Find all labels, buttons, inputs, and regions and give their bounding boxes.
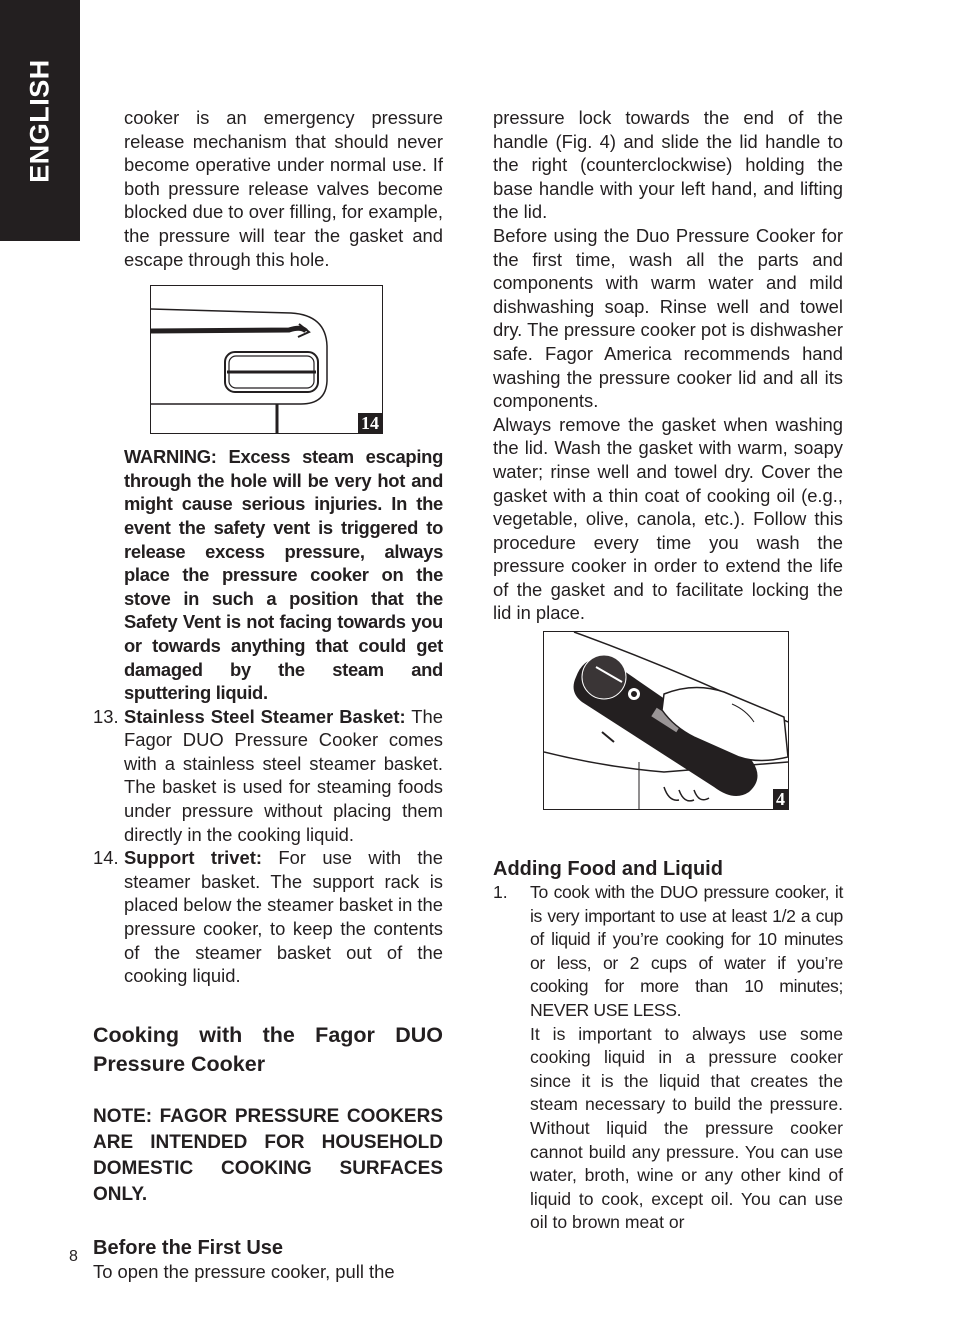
- washing-paragraph: Before using the Duo Pressure Cooker for the first time, wash all the parts and components with warm water and mild dishwashing soap. Rinse well and towel dry. The pressure cooker pot is dishwasher safe. Fagor America recommends hand washing the pressure cooker lid and all its components.: [493, 224, 843, 412]
- list-text: The Fagor DUO Pressure Cooker comes with a stainless steel steamer basket. The basket is used for steaming foods under pressure without placing them directly in the cooking liquid.: [124, 705, 443, 845]
- list-item-14: [93, 846, 443, 988]
- liquid-quantity-text: To cook with the DUO pressure cooker, it is very important to use at least 1/2 a cup of liquid if you’re cooking for 10 minutes or less, or 2 cups of water if you’re cooking for more than 10 minutes; NEVER USE LESS.: [530, 882, 843, 1021]
- first-use-paragraph: To open the pressure cooker, pull the: [93, 1260, 395, 1282]
- subheading-first-use: Before the First Use: [93, 1236, 284, 1259]
- language-tab: [0, 0, 80, 241]
- safety-vent-illustration: [151, 286, 382, 433]
- list-number: 14.: [93, 847, 119, 869]
- list-term: Stainless Steel Steamer Basket:: [124, 705, 406, 727]
- note-paragraph: NOTE: FAGOR PRESSURE COOKERS ARE INTENDED FOR HOUSEHOLD DOMESTIC COOKING SURFACES ONLY.: [93, 1105, 443, 1205]
- list-number: 13.: [93, 705, 119, 727]
- list-number: 1.: [493, 882, 508, 903]
- left-column: [93, 106, 443, 1283]
- liquid-importance-text: It is important to always use some cooking liquid in a pressure cooker since it is the liquid that creates the steam necessary to build the pressure. Without liquid the pressure cooker cannot build any pressure. You can use water, broth, wine or any other kind of liquid to cook, except oil. You can use oil to brown meat or: [530, 1023, 843, 1233]
- page-number: 8: [69, 1248, 78, 1265]
- list-item-13: [93, 705, 443, 847]
- warning-paragraph: WARNING: Excess steam escaping through the hole will be very hot and might cause serious injuries. In the event the safety vent is triggered to release excess pressure, always place the pressure cooker on the stove in such a position that the Safety Vent is not facing towards you or towards anything that could get damaged by the steam and sputtering liquid.: [124, 446, 443, 704]
- handle-lock-illustration: [544, 632, 788, 809]
- figure-14-label: 14: [358, 413, 382, 433]
- safety-vent-paragraph: cooker is an emergency pressure release mechanism that should never become operative under normal use. If both pressure release valves become blocked due to over filling, for example, the pressure will tear the gasket and escape through this hole.: [124, 107, 443, 270]
- gasket-paragraph: Always remove the gasket when washing the lid. Wash the gasket with warm, soapy water; rinse well and towel dry. Cover the gasket with a thin coat of cooking oil (e.g., vegetable, olive, canola, etc.). Follow this procedure every time you wash the pressure cooker in order to extend the life of the gasket and to facilitate locking the lid in place.: [493, 413, 843, 624]
- figure-14: [150, 285, 383, 434]
- list-term: Support trivet:: [124, 847, 262, 869]
- section-heading: Cooking with the Fagor DUO Pressure Cooker: [93, 1022, 443, 1076]
- figure-4: [543, 631, 789, 810]
- list-item-1: [493, 881, 843, 1235]
- list-text: For use with the steamer basket. The support rack is placed below the steamer basket in the pressure cooker, to keep the contents of the steamer basket out of the cooking liquid.: [124, 847, 444, 987]
- language-tab-label: ENGLISH: [24, 58, 55, 183]
- subheading-adding-food: Adding Food and Liquid: [493, 858, 723, 881]
- open-lid-paragraph: pressure lock towards the end of the handle (Fig. 4) and slide the lid handle to the right (counterclockwise) holding the base handle with your left hand, and lifting the lid.: [493, 107, 843, 223]
- figure-4-label: 4: [773, 789, 788, 809]
- right-column: [493, 106, 843, 1235]
